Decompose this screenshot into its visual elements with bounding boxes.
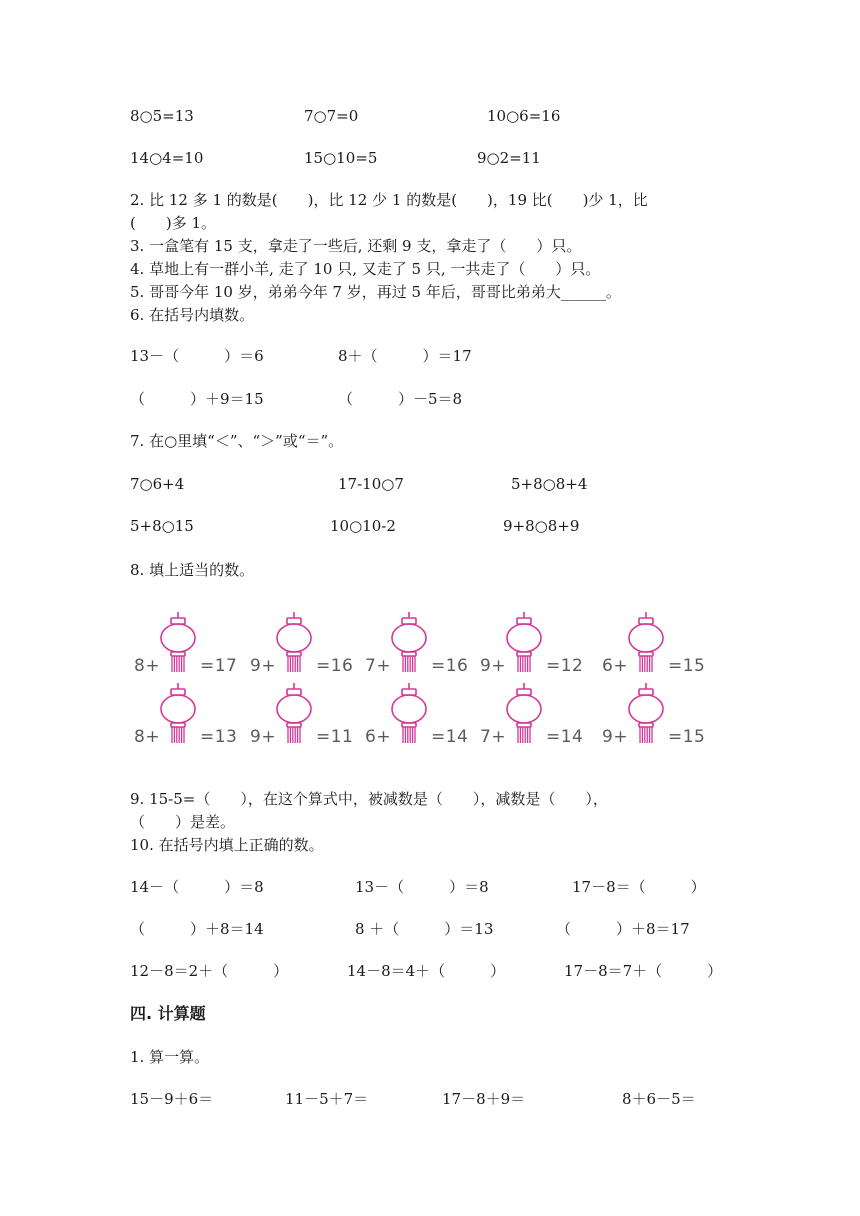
q7-item: 17-10○7 (338, 475, 404, 493)
lantern-icon (504, 612, 544, 676)
lantern-left-term: 7+ (365, 656, 392, 676)
q6-item: （ ）＋9＝15 (130, 390, 264, 408)
lantern-left-term: 8+ (134, 656, 161, 676)
lantern-result: =12 (546, 656, 584, 676)
lantern-result: =13 (200, 727, 238, 747)
lantern-result: =14 (431, 727, 469, 747)
q8-title: 8. 填上适当的数。 (130, 561, 255, 579)
calc-item: 11－5＋7＝ (285, 1090, 369, 1108)
lantern-icon (504, 683, 544, 747)
lantern-left-term: 9+ (480, 656, 507, 676)
lantern-icon (626, 612, 666, 676)
lantern-icon (389, 683, 429, 747)
q6-item: 8＋（ ）＝17 (338, 347, 472, 365)
q7-item: 10○10-2 (330, 517, 396, 535)
q7-item: 5+8○8+4 (511, 475, 588, 493)
q1-item: 14○4=10 (130, 149, 204, 167)
q10-item: 8 ＋（ ）＝13 (355, 920, 494, 938)
lantern-left-term: 7+ (480, 727, 507, 747)
lantern-equation (480, 683, 600, 753)
q10-item: 14－8＝4＋（ ） (347, 962, 506, 980)
lantern-equation (250, 612, 370, 682)
lantern-icon (274, 683, 314, 747)
calc-item: 8＋6－5＝ (622, 1090, 696, 1108)
lantern-equation (134, 612, 254, 682)
q9-line2: （ ）是差。 (130, 813, 236, 831)
lantern-left-term: 9+ (250, 727, 277, 747)
lantern-left-term: 6+ (365, 727, 392, 747)
calc-item: 15－9＋6＝ (130, 1090, 214, 1108)
lantern-result: =11 (316, 727, 354, 747)
lantern-equation (602, 612, 722, 682)
q1-item: 8○5=13 (130, 107, 194, 125)
q10-item: （ ）＋8＝17 (556, 920, 690, 938)
lantern-icon (626, 683, 666, 747)
lantern-result: =14 (546, 727, 584, 747)
lantern-left-term: 6+ (602, 656, 629, 676)
q1-item: 10○6=16 (487, 107, 561, 125)
q2-line2: ( )多 1。 (130, 214, 217, 232)
q1-item: 7○7=0 (304, 107, 359, 125)
lantern-result: =15 (668, 656, 706, 676)
lantern-left-term: 9+ (250, 656, 277, 676)
lantern-equation (365, 612, 485, 682)
q2-line1: 2. 比 12 多 1 的数是( )，比 12 少 1 的数是( )，19 比( )少 1，比 (130, 191, 648, 209)
lantern-equation (602, 683, 722, 753)
q10-item: 13－（ ）＝8 (355, 878, 489, 896)
lantern-equation (250, 683, 370, 753)
lantern-left-term: 9+ (602, 727, 629, 747)
q6-title: 6. 在括号内填数。 (130, 306, 255, 324)
lantern-result: =16 (316, 656, 354, 676)
q5-text: 5. 哥哥今年 10 岁，弟弟今年 7 岁，再过 5 年后，哥哥比弟弟大______。 (130, 283, 621, 301)
q6-item: 13－（ ）＝6 (130, 347, 264, 365)
calc-title: 1. 算一算。 (130, 1048, 210, 1066)
q4-text: 4. 草地上有一群小羊, 走了 10 只, 又走了 5 只, 一共走了（ ）只。 (130, 260, 601, 278)
lantern-equation (134, 683, 254, 753)
lantern-icon (389, 612, 429, 676)
q7-item: 5+8○15 (130, 517, 194, 535)
q7-item: 9+8○8+9 (503, 517, 580, 535)
q1-item: 9○2=11 (477, 149, 541, 167)
lantern-equation (365, 683, 485, 753)
q10-title: 10. 在括号内填上正确的数。 (130, 836, 324, 854)
q7-title: 7. 在○里填“＜”、“＞”或“＝”。 (130, 432, 344, 450)
q10-item: 17－8＝7＋（ ） (564, 962, 723, 980)
q10-item: 14－（ ）＝8 (130, 878, 264, 896)
lantern-icon (274, 612, 314, 676)
q9-line1: 9. 15-5=（ ），在这个算式中，被减数是（ ），减数是（ ）， (130, 790, 608, 808)
q10-item: 12－8＝2＋（ ） (130, 962, 289, 980)
q6-item: （ ）－5＝8 (338, 390, 463, 408)
lantern-result: =17 (200, 656, 238, 676)
lantern-icon (158, 612, 198, 676)
calc-item: 17－8＋9＝ (442, 1090, 526, 1108)
q3-text: 3. 一盒笔有 15 支，拿走了一些后, 还剩 9 支，拿走了（ ）只。 (130, 237, 582, 255)
lantern-left-term: 8+ (134, 727, 161, 747)
lantern-result: =15 (668, 727, 706, 747)
lantern-result: =16 (431, 656, 469, 676)
q1-item: 15○10=5 (304, 149, 378, 167)
q7-item: 7○6+4 (130, 475, 185, 493)
lantern-icon (158, 683, 198, 747)
section-heading: 四. 计算题 (130, 1004, 206, 1023)
lantern-equation (480, 612, 600, 682)
q10-item: （ ）＋8＝14 (130, 920, 264, 938)
q10-item: 17－8＝（ ） (572, 878, 706, 896)
